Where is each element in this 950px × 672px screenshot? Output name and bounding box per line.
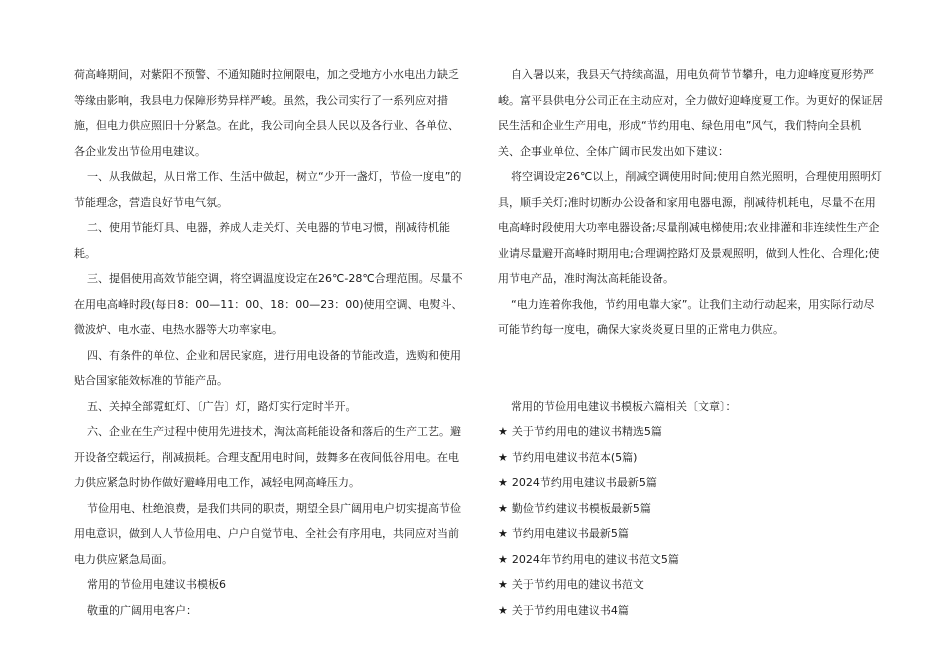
related-article-item[interactable] [498, 470, 883, 496]
star-icon: ★ [498, 527, 508, 540]
star-icon: ★ [498, 578, 508, 591]
left-paragraph: 一、从我做起，从日常工作、生活中做起，树立“少开一盏灯，节俭一度电”的节能理念，营造良好节电气氛。 [74, 170, 462, 209]
star-icon: ★ [498, 603, 508, 617]
related-articles-list [498, 419, 883, 623]
related-article-item[interactable] [498, 521, 883, 547]
right-paragraphs [498, 62, 883, 343]
related-article-link[interactable]: 关于节约用电建议书4篇 [511, 603, 629, 617]
left-paragraph: 敬重的广阔用电客户： [87, 603, 197, 617]
related-article-link[interactable]: 勤俭节约建议书模板最新5篇 [511, 501, 651, 515]
right-paragraph: 自入暑以来，我县天气持续高温，用电负荷节节攀升，电力迎峰度夏形势严峻。富平县供电分公司正在主动应对，全力做好迎峰度夏工作。为更好的保证居民生活和企业生产用电，形成“节约用电、绿色用电”风气，我们特向全县机关、企事业单位、全体广阔市民发出如下建议： [498, 68, 883, 158]
related-article-link[interactable]: 节约用电建议书范本(5篇) [511, 450, 638, 464]
related-article-item[interactable] [498, 547, 883, 573]
related-article-item[interactable] [498, 598, 883, 624]
star-icon: ★ [498, 425, 508, 438]
left-paragraph: 五、关掉全部霓虹灯、〔广告〕灯，路灯实行定时半开。 [87, 399, 357, 413]
left-paragraph: 常用的节俭用电建议书模板6 [87, 578, 226, 591]
right-paragraph: 将空调设定26℃以上，削减空调使用时间;使用自然光照明，合理使用照明灯具，顺手关灯;准时切断办公设备和家用电器电源，削减待机耗电，尽量不在用电高峰时段使用大功率电器设备;尽量削减电梯使用;农业排灌和非连续性生产企业请尽量避开高峰时期用电;合理调控路灯及景观照明，做到人性化、合理化;使用节电产品，准时淘汰高耗能设备。 [498, 170, 883, 285]
related-article-link[interactable]: 关于节约用电的建议书精选5篇 [511, 425, 662, 438]
related-article-link[interactable]: 2024节约用电建议书最新5篇 [511, 476, 657, 489]
related-article-link[interactable]: 关于节约用电的建议书范文 [511, 578, 644, 591]
related-article-link[interactable]: 节约用电建议书最新5篇 [511, 527, 629, 540]
related-article-item[interactable] [498, 572, 883, 598]
left-paragraph: 荷高峰期间，对紫阳不预警、不通知随时拉闸限电，加之受地方小水电出力缺乏等缘由影响，我县电力保障形势异样严峻。虽然，我公司实行了一系列应对措施，但电力供应照旧十分紧急。在此，我公司向全县人民以及各行业、各单位、各企业发出节俭用电建议。 [74, 68, 459, 158]
left-paragraph: 三、提倡使用高效节能空调，将空调温度设定在26℃-28℃合理范围。尽量不在用电高峰时段(每日8：00—11：00、18：00—23：00)使用空调、电熨斗、微波炉、电水壶、电热水器等大功率家电。 [74, 272, 463, 336]
related-article-item[interactable] [498, 445, 883, 471]
left-paragraph: 六、企业在生产过程中使用先进技术，淘汰高耗能设备和落后的生产工艺。避开设备空载运行，削减损耗。合理支配用电时间，鼓舞多在夜间低谷用电。在电力供应紧急时协作做好避峰用电工作，减轻电网高峰压力。 [74, 425, 461, 489]
left-paragraph: 节俭用电、杜绝浪费，是我们共同的职责，期望全县广阔用电户切实提高节俭用电意识，做到人人节俭用电、户户自觉节电、全社会有序用电，共同应对当前电力供应紧急局面。 [74, 501, 461, 566]
left-column [74, 62, 464, 623]
section-gap [498, 343, 883, 394]
star-icon: ★ [498, 476, 508, 489]
star-icon: ★ [498, 450, 508, 464]
left-paragraph: 四、有条件的单位、企业和居民家庭，进行用电设备的节能改造，选购和使用贴合国家能效标准的节能产品。 [74, 348, 461, 387]
left-paragraph: 二、使用节能灯具、电器，养成人走关灯、关电器的节电习惯，削减待机能耗。 [74, 221, 450, 260]
related-article-link[interactable]: 2024年节约用电的建议书范文5篇 [511, 552, 679, 566]
star-icon: ★ [498, 552, 508, 566]
right-paragraph: “电力连着你我他，节约用电靠大家”。让我们主动行动起来，用实际行动尽可能节约每一度电，确保大家炎炎夏日里的正常电力供应。 [498, 297, 875, 336]
star-icon: ★ [498, 501, 508, 515]
right-column [498, 62, 883, 623]
related-article-item[interactable] [498, 496, 883, 522]
related-articles-heading: 常用的节俭用电建议书模板六篇相关〔文章〕： [511, 399, 737, 413]
related-article-item[interactable] [498, 419, 883, 445]
